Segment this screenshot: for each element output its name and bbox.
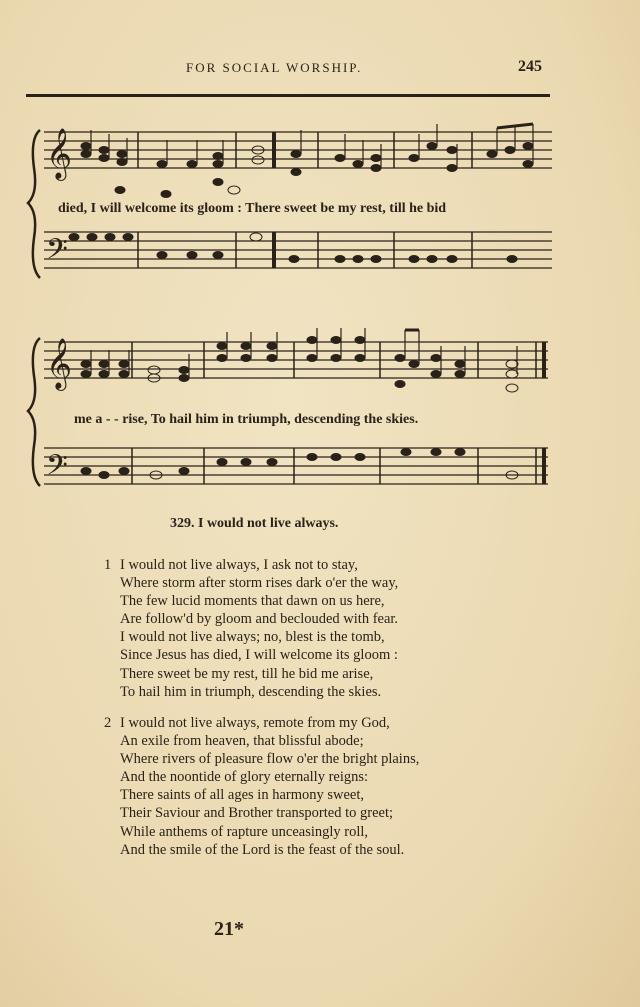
bass-notes: [69, 233, 517, 263]
verse-line: Where rivers of pleasure flow o'er the bright plains,: [120, 751, 420, 768]
verse-line: There saints of all ages in harmony sweet,: [120, 787, 365, 804]
verse-line: There sweet be my rest, till he bid me arise,: [120, 665, 374, 682]
header-rule: [26, 94, 550, 97]
verse-line: Their Saviour and Brother transported to greet;: [120, 805, 394, 822]
bass-clef: 𝄢: [46, 233, 68, 273]
lyrics-system-1: died, I will welcome its gloom : There sweet be my rest, till he bid: [58, 201, 447, 216]
verse-line: Since Jesus has died, I will welcome its gloom :: [120, 647, 398, 664]
verse-line: To hail him in triumph, descending the skies.: [120, 683, 382, 700]
verse-line: The few lucid moments that dawn on us here,: [120, 593, 385, 610]
signature-mark: 21*: [214, 918, 244, 940]
running-head: FOR SOCIAL WORSHIP.: [186, 60, 363, 75]
bass-staff: [44, 448, 548, 484]
treble-stems: [91, 328, 517, 378]
verse-number: 1: [104, 557, 112, 573]
treble-notes: [81, 337, 518, 393]
verse-line: While anthems of rapture unceasingly roll,: [120, 823, 369, 840]
verse-line: I would not live always; no, blest is the tomb,: [120, 629, 385, 646]
verse-line: Where storm after storm rises dark o'er the way,: [120, 575, 399, 592]
page-number: 245: [518, 58, 542, 75]
lyrics-system-2: me a - - rise, To hail him in triumph, descending the skies.: [74, 412, 419, 427]
bass-clef: 𝄢: [46, 449, 68, 489]
bass-staff: [44, 232, 552, 268]
verse-1: [104, 556, 398, 701]
hymn-title: 329. I would not live always.: [170, 516, 339, 531]
treble-notes: [81, 143, 533, 198]
verse-line: And the noontide of glory eternally reigns:: [120, 769, 369, 786]
verse-line: Are follow'd by gloom and beclouded with fear.: [120, 611, 399, 628]
verse-number: 2: [104, 715, 112, 731]
verse-line: And the smile of the Lord is the feast of the soul.: [120, 841, 405, 858]
treble-stems: [91, 124, 533, 168]
verse-line: 1 I would not live always, I ask not to stay,: [104, 557, 358, 573]
verse-2: [104, 714, 419, 859]
barlines: [138, 132, 472, 268]
treble-clef: 𝄞: [46, 128, 73, 179]
verse-line: An exile from heaven, that blissful abode;: [120, 733, 364, 750]
brace: [28, 338, 40, 486]
brace: [28, 130, 40, 278]
treble-clef: 𝄞: [46, 338, 73, 389]
verse-line: 2 I would not live always, remote from my God,: [104, 715, 390, 731]
